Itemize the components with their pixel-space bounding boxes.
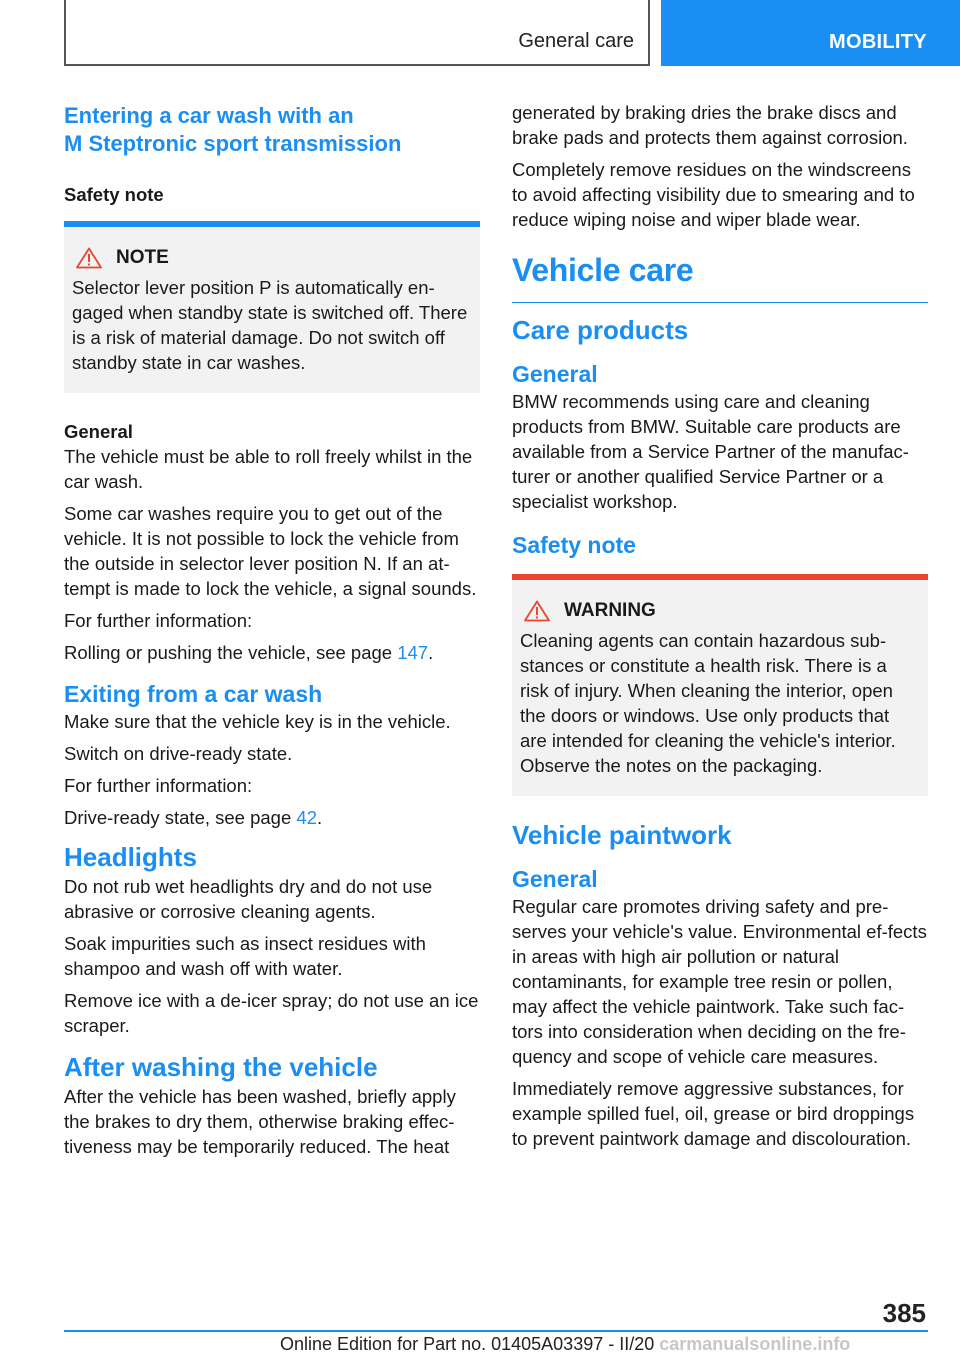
rolling-page-link[interactable]: 147 (397, 642, 429, 663)
note-box (64, 221, 480, 393)
header-chapter-title: MOBILITY (829, 31, 927, 53)
page-number: 385 (882, 1298, 926, 1328)
paintwork-paragraph-1: Regular care promotes driving safety and pre-serves your vehicle's value. Environmental ef-fects in areas with high air pollution or natural contaminants, for example tree resin or pollen, may affect the vehicle paintwork. Take such fac-tors into consideration when deciding on the fre-quency and scope of vehicle care measures. (512, 896, 927, 1067)
care-products-heading: Care products (512, 315, 689, 345)
further-info-2: For further information: (64, 775, 253, 796)
vehicle-care-rule (512, 302, 928, 303)
drive-reference: Drive-ready state, see page 42. (64, 807, 323, 828)
drive-text: Drive-ready state, see page (64, 807, 292, 828)
warning-title (520, 600, 920, 622)
warning-label: WARNING (564, 600, 656, 621)
safety-note-heading: Safety note (64, 184, 164, 205)
care-general-paragraph: BMW recommends using care and cleaning products from BMW. Suitable care products are available from a Service Partner of the manufac-turer or another qualified Service Partner or a specialist workshop. (512, 391, 909, 512)
headlights-paragraph-2: Soak impurities such as insect residues with shampoo and wash off with water. (64, 933, 426, 979)
rolling-reference: Rolling or pushing the vehicle, see page 147. (64, 642, 434, 663)
header-chapter-tab (661, 0, 960, 66)
heading-line-2: M Steptronic sport transmission (64, 131, 402, 156)
paintwork-paragraph-2: Immediately remove aggressive substances, for example spilled fuel, oil, grease or bird droppings to prevent paintwork damage and discolouration. (512, 1078, 915, 1149)
general-paragraph-1: The vehicle must be able to roll freely whilst in the car wash. (64, 446, 473, 492)
warning-triangle-icon (76, 247, 102, 269)
entering-car-wash-heading (64, 102, 480, 158)
footer-watermark: carmanualsonline.info (659, 1334, 851, 1354)
note-label: NOTE (116, 247, 169, 268)
left-column (64, 100, 480, 1166)
general-paragraph-2: Some car washes require you to get out of the vehicle. It is not possible to lock the vehicle from the outside in selector lever position N. If an at-tempt is made to lock the vehicle, a signal sounds. (64, 503, 477, 599)
care-general-heading: General (512, 361, 598, 387)
continued-paragraph-2: Completely remove residues on the windscreens to avoid affecting visibility due to smearing and to reduce wiping noise and wiper blade wear. (512, 159, 915, 230)
warning-text: Cleaning agents can contain hazardous sub-stances or constitute a health risk. There is a risk of injury. When cleaning the interior, open the doors or windows. Use only products that are intended for cleaning the vehicle's interior. Observe the notes on the packaging. (520, 630, 896, 776)
general-heading: General (64, 421, 133, 442)
warning-triangle-icon (524, 600, 550, 622)
heading-line-1: Entering a car wash with an (64, 103, 354, 128)
footer-edition: Online Edition for Part no. 01405A03397 - II/20 (280, 1334, 655, 1354)
exiting-paragraph-1: Make sure that the vehicle key is in the vehicle. (64, 711, 451, 732)
vehicle-care-heading: Vehicle care (512, 252, 694, 288)
header-section-box (64, 0, 650, 66)
care-safety-heading: Safety note (512, 532, 636, 558)
exiting-heading: Exiting from a car wash (64, 681, 323, 707)
header-section-title: General care (518, 30, 634, 52)
continued-paragraph-1: generated by braking dries the brake discs and brake pads and protects them against corrosion. (512, 102, 908, 148)
warning-box (512, 574, 928, 796)
note-title (72, 247, 472, 269)
further-info-1: For further information: (64, 610, 253, 631)
right-column (512, 100, 928, 1158)
rolling-text: Rolling or pushing the vehicle, see page (64, 642, 393, 663)
paintwork-heading: Vehicle paintwork (512, 820, 732, 850)
after-washing-paragraph: After the vehicle has been washed, briefly apply the brakes to dry them, otherwise braking effec-tiveness may be temporarily reduced. The heat (64, 1086, 456, 1157)
paintwork-general-heading: General (512, 866, 598, 892)
drive-page-link[interactable]: 42 (296, 807, 317, 828)
exiting-paragraph-2: Switch on drive-ready state. (64, 743, 293, 764)
headlights-paragraph-1: Do not rub wet headlights dry and do not use abrasive or corrosive cleaning agents. (64, 876, 433, 922)
note-text: Selector lever position P is automatically en-gaged when standby state is switched off. There is a risk of material damage. Do not switch off standby state in car washes. (72, 277, 468, 373)
headlights-paragraph-3: Remove ice with a de-icer spray; do not use an ice scraper. (64, 990, 479, 1036)
footer-rule (64, 1330, 928, 1332)
footer-text (280, 1334, 850, 1355)
headlights-heading: Headlights (64, 842, 197, 872)
after-washing-heading: After washing the vehicle (64, 1052, 378, 1082)
